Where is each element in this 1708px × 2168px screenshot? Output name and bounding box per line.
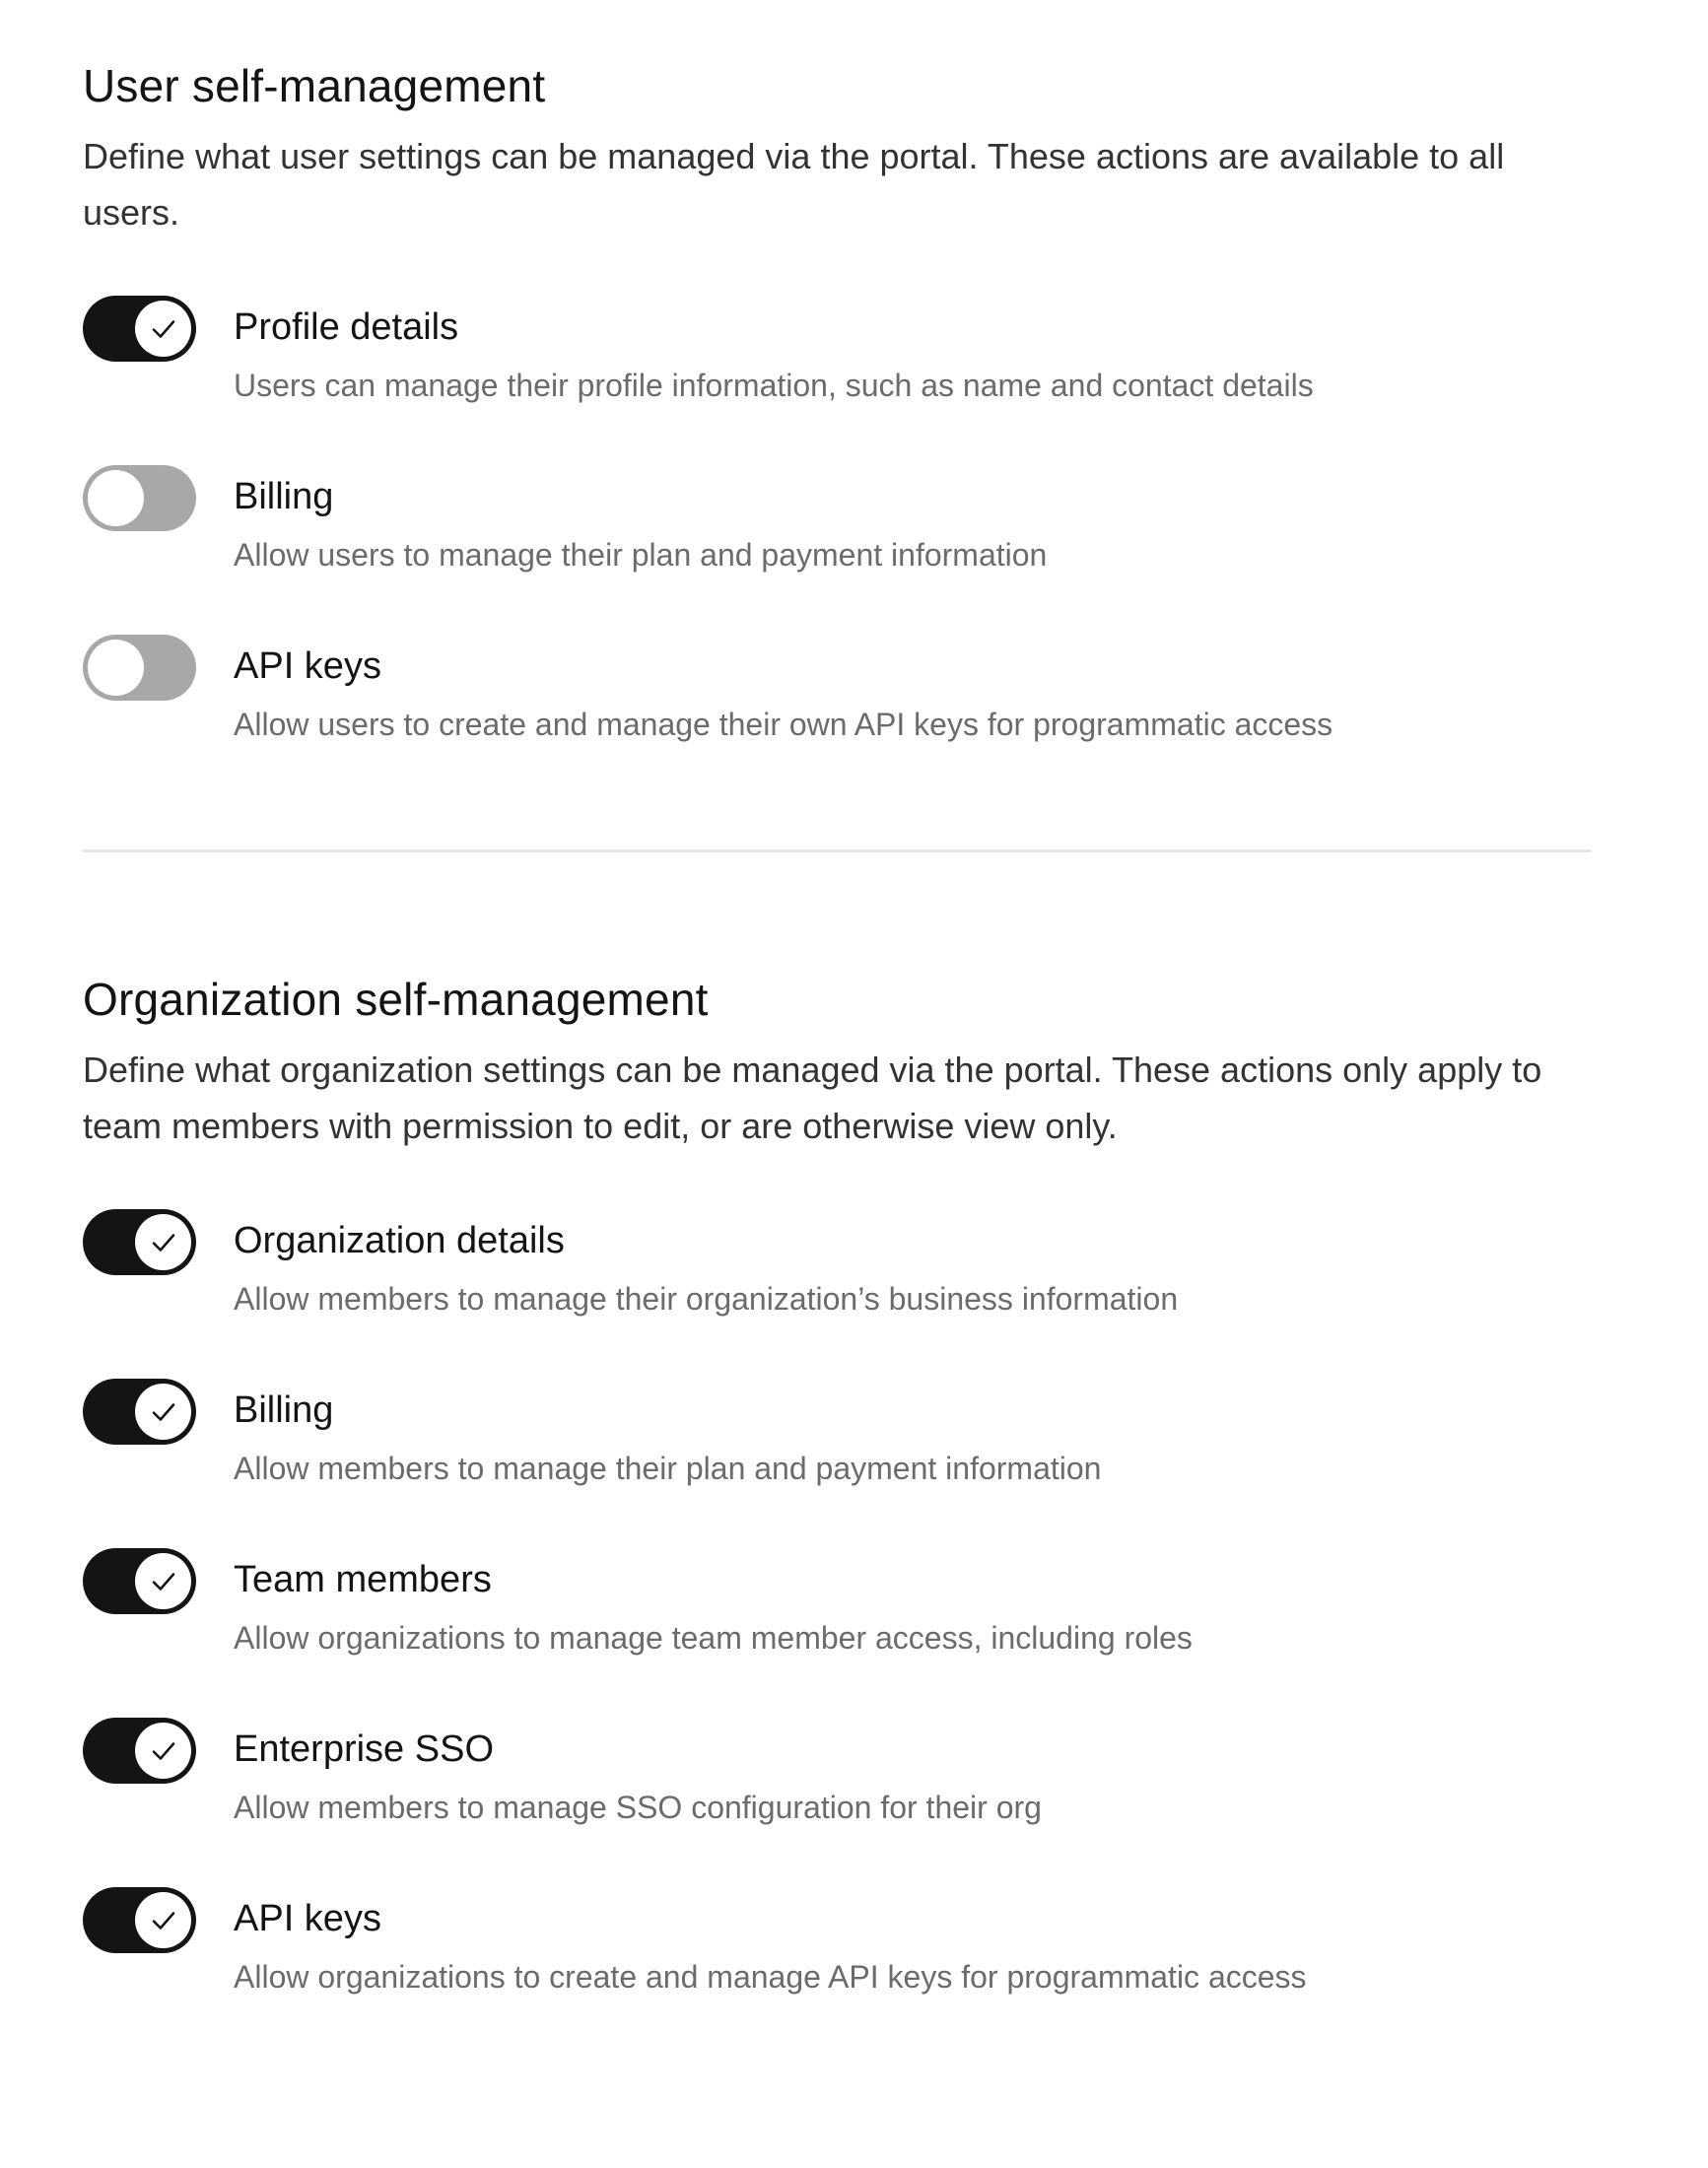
setting-text — [234, 1718, 1042, 1829]
setting-team-members — [83, 1548, 1591, 1718]
toggle-knob — [135, 1553, 191, 1609]
setting-title: Team members — [234, 1559, 492, 1600]
toggle-knob — [88, 470, 144, 526]
setting-text — [234, 1887, 1307, 1999]
enterprise-sso-toggle[interactable] — [83, 1718, 196, 1784]
check-icon — [149, 1567, 178, 1596]
setting-text — [234, 465, 1047, 576]
check-icon — [149, 1736, 178, 1766]
toggle-knob — [135, 301, 191, 357]
setting-org-api-keys — [83, 1887, 1591, 2057]
settings-list — [83, 1209, 1591, 2057]
setting-enterprise-sso — [83, 1718, 1591, 1887]
setting-description: Allow organizations to create and manage API keys for programmatic access — [234, 1959, 1307, 1995]
setting-description: Allow members to manage their plan and payment information — [234, 1451, 1102, 1486]
setting-description: Allow members to manage their organization’s business information — [234, 1281, 1179, 1317]
check-icon — [149, 1228, 178, 1257]
setting-description: Allow users to create and manage their own API keys for programmatic access — [234, 707, 1333, 742]
billing-toggle[interactable] — [83, 465, 196, 531]
setting-organization-details — [83, 1209, 1591, 1379]
setting-text — [234, 635, 1332, 746]
organization-details-toggle[interactable] — [83, 1209, 196, 1275]
section-title: Organization self-management — [83, 974, 709, 1025]
check-icon — [149, 1906, 178, 1935]
organization-self-management-section — [83, 969, 1591, 2057]
toggle-knob — [135, 1723, 191, 1779]
setting-text — [234, 1379, 1101, 1490]
setting-api-keys — [83, 635, 1591, 804]
setting-profile-details — [83, 296, 1591, 465]
setting-title: Organization details — [234, 1220, 565, 1261]
toggle-knob — [135, 1214, 191, 1270]
setting-text — [234, 1209, 1178, 1321]
setting-title: Billing — [234, 1389, 334, 1431]
settings-list — [83, 296, 1591, 804]
setting-text — [234, 1548, 1193, 1660]
section-description: Define what organization settings can be managed via the portal. These actions only apply to team members with permission to edit, or are otherwise view only. — [83, 1050, 1542, 1146]
setting-title: API keys — [234, 645, 381, 687]
setting-description: Allow members to manage SSO configuration for their org — [234, 1790, 1042, 1825]
setting-text — [234, 296, 1314, 407]
check-icon — [149, 1397, 178, 1427]
setting-billing — [83, 465, 1591, 635]
toggle-knob — [88, 640, 144, 696]
setting-title: Billing — [234, 476, 334, 517]
org-api-keys-toggle[interactable] — [83, 1887, 196, 1953]
setting-description: Users can manage their profile information, such as name and contact details — [234, 368, 1314, 403]
team-members-toggle[interactable] — [83, 1548, 196, 1614]
setting-description: Allow users to manage their plan and payment information — [234, 537, 1048, 573]
setting-title: Profile details — [234, 306, 459, 348]
check-icon — [149, 314, 178, 344]
setting-title: API keys — [234, 1898, 381, 1939]
toggle-knob — [135, 1892, 191, 1948]
setting-description: Allow organizations to manage team member access, including roles — [234, 1620, 1193, 1656]
org-billing-toggle[interactable] — [83, 1379, 196, 1445]
setting-org-billing — [83, 1379, 1591, 1548]
section-divider — [83, 849, 1591, 852]
api-keys-toggle[interactable] — [83, 635, 196, 701]
setting-title: Enterprise SSO — [234, 1728, 494, 1770]
section-description: Define what user settings can be managed via the portal. These actions are available to all users. — [83, 136, 1505, 233]
toggle-knob — [135, 1384, 191, 1440]
user-self-management-section — [83, 55, 1591, 852]
profile-details-toggle[interactable] — [83, 296, 196, 362]
section-title: User self-management — [83, 60, 546, 111]
